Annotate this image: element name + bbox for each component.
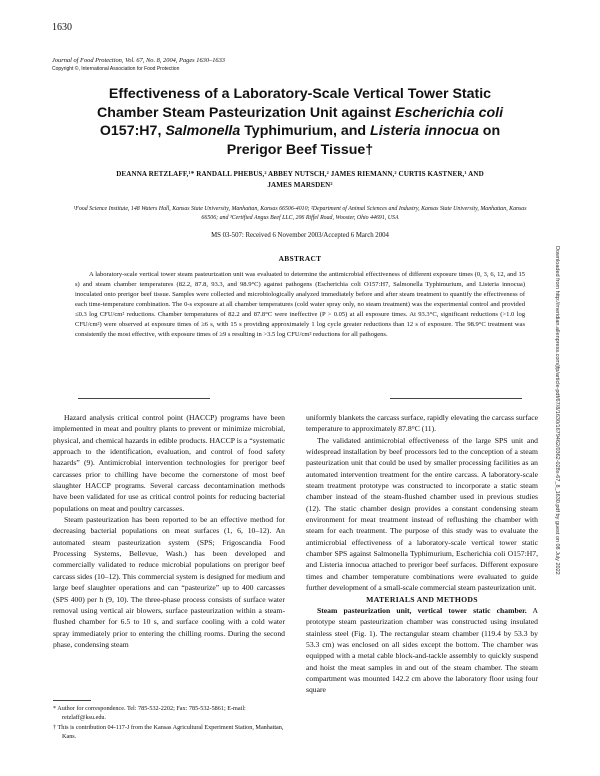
title-organism-listeria: Listeria innocua	[370, 123, 479, 139]
affiliations: ¹Food Science Institute, 148 Waters Hall, Kansas State University, Manhattan, Kansas 66506-4010; ²Department of Animal Sciences and Industry, Kansas State University, Manhattan, Kansas 66506; and ³Certified Angus Beef LLC, 206 Riffel Road, Wooster, Ohio 44691, USA	[73, 206, 527, 221]
download-watermark: Downloaded from http://meridian.allenpress.com/jfp/article-pdf/67/8/1630/1679462/0362-028x-67_8_1630.pdf by guest on 08 July 2022	[554, 246, 560, 575]
title-organism-ecoli: Escherichia coli	[394, 104, 504, 121]
title-line-1: Effectiveness of a Laboratory-Scale Vertical Tower Static	[108, 86, 492, 102]
journal-citation: Journal of Food Protection, Vol. 67, No. 8, 2004, Pages 1630–1633	[52, 57, 226, 64]
authors-line-2: JAMES MARSDEN²	[267, 181, 333, 189]
title-line-3c: on	[478, 123, 501, 139]
subsection-heading: Steam pasteurization unit, vertical tower static chamber.	[317, 605, 527, 615]
copyright-line: Copyright ©, International Association for Food Protection	[52, 66, 180, 72]
divider-left	[78, 398, 210, 399]
footnote-correspondence: * Author for correspondence. Tel: 785-532-2202; Fax: 785-532-5861; E-mail: retzlaff@ksu.edu.	[53, 705, 246, 722]
title-organism-salmonella: Salmonella	[165, 123, 241, 139]
abstract-heading: ABSTRACT	[278, 254, 322, 263]
body-paragraph	[306, 605, 538, 696]
authors-line-1: DEANNA RETZLAFF,¹* RANDALL PHEBUS,² ABBEY NUTSCH,² JAMES RIEMANN,² CURTIS KASTNER,¹ AND	[116, 170, 484, 178]
body-paragraph: The validated antimicrobial effectiveness of the large SPS unit and widespread installation by beef processors led to the conception of a steam pasteurization unit that could be used by smaller processing facilities as an automated intervention treatment for the entire carcass. A laboratory-scale steam treatment prototype was constructed to incorporate a static steam chamber instead of the steam-flushed chamber used in previous studies (12). The static chamber design provides a constant condensing steam environment for meat treatment instead of reflushing the chamber with steam for each treatment. The purpose of this study was to evaluate the antimicrobial effectiveness of a laboratory-scale vertical tower static chamber SPS against Salmonella Typhimurium, Escherichia coli O157:H7, and Listeria innocua attached to prerigor beef surfaces. Different exposure times and chamber temperature combinations were evaluated to guide further development of a small-scale commercial steam pasteurization unit.	[306, 435, 538, 593]
body-paragraph: Hazard analysis critical control point (HACCP) programs have been implemented in meat and poultry plants to prevent or minimize microbial, physical, and chemical hazards in edible products. HACCP is a “systematic approach to the identification, evaluation, and control of food safety hazards” (9). Antimicrobial intervention technologies for prerigor beef carcasses prior to chilling have become the cornerstone of most beef slaughter HACCP programs. Several carcass decontamination methods have been validated for use as critical control points for reducing bacterial populations on meat and poultry carcasses.	[53, 413, 285, 513]
body-paragraph: Steam pasteurization has been reported to be an effective method for decreasing bacterial populations on meat surfaces (1, 6, 10–12). An automated steam pasteurization system (SPS; Frigoscandia Food Processing Systems, Bellevue, Wash.) has been developed and commercially validated to reduce microbial populations on prerigor beef carcass sides (10–12). This commercial system is designed for medium and large beef slaughter operations and can “pasteurize” up to 400 carcasses (SPS 400) per h (9, 10). The three-phase process consists of surface water removal using vertical air blowers, surface pasteurization within a steam-flushed chamber for 6.5 to 10 s, and surface cooling with a cold water spray immediately prior to entering the chilling rooms. During the second phase, condensing steam	[53, 515, 285, 649]
footnote-contribution: † This is contribution 04-117-J from the Kansas Agricultural Experiment Station, Manhattan, Kans.	[53, 723, 284, 740]
section-heading: MATERIALS AND METHODS	[366, 594, 478, 604]
body-paragraph: uniformly blankets the carcass surface, rapidly elevating the carcass surface temperature to approximately 87.8°C (11).	[306, 413, 538, 434]
received-dates: MS 03-507: Received 6 November 2003/Accepted 6 March 2004	[211, 232, 389, 239]
page-number: 1630	[52, 22, 72, 33]
article-title	[60, 85, 540, 159]
body-column-left	[53, 412, 285, 650]
abstract-text: A laboratory-scale vertical tower steam pasteurization unit was evaluated to determine the antimicrobial effectiveness of different exposure times (0, 3, 6, 12, and 15 s) and steam chamber temperatures (82.2, 87.8, 93.3, and 98.9°C) against pathogens (Escherichia coli O157:H7, Salmonella Typhimurium, and Listeria innocua) inoculated onto prerigor beef tissue. Samples were collected and microbiologically analyzed immediately before and after steam treatment to quantify the effectiveness of each time-temperature combination. The 0-s exposure at all chamber temperatures (cold water spray only, no steam treatment) was the experimental control and provided ≤0.3 log CFU/cm² reductions. Chamber temperatures of 82.2 and 87.8°C were ineffective (P > 0.05) at all exposure times. At 93.3°C, significant reductions (>1.0 log CFU/cm²) were observed at exposure times of ≥6 s, with 15 s providing approximately 1 log cycle greater reductions than 12 s of exposure. The 98.9°C treatment was consistently the most effective, with exposure times of ≥9 s resulting in >3.5 log CFU/cm² reductions for all pathogens.	[75, 271, 525, 339]
title-line-2: Chamber Steam Pasteurization Unit against	[96, 104, 395, 121]
title-line-3a: O157:H7,	[99, 123, 166, 139]
divider-right	[390, 398, 522, 399]
title-line-4: Prerigor Beef Tissue†	[226, 141, 374, 158]
body-column-right	[306, 412, 538, 696]
footnotes	[53, 704, 285, 741]
title-line-3b: Typhimurium, and	[240, 123, 371, 139]
author-list	[60, 169, 540, 191]
subsection-text: A prototype steam pasteurization chamber was constructed using insulated stainless steel (Fig. 1). The rectangular steam chamber (119.4 by 53.3 by 53.3 cm) was enclosed on all sides except the bottom. The chamber was equipped with a metal cable block-and-tackle assembly to quickly suspend and hoist the meat samples in and out of the steam chamber. The steam compartment was mounted 142.2 cm above the laboratory floor using four square	[306, 605, 538, 695]
footnote-divider	[53, 700, 91, 701]
